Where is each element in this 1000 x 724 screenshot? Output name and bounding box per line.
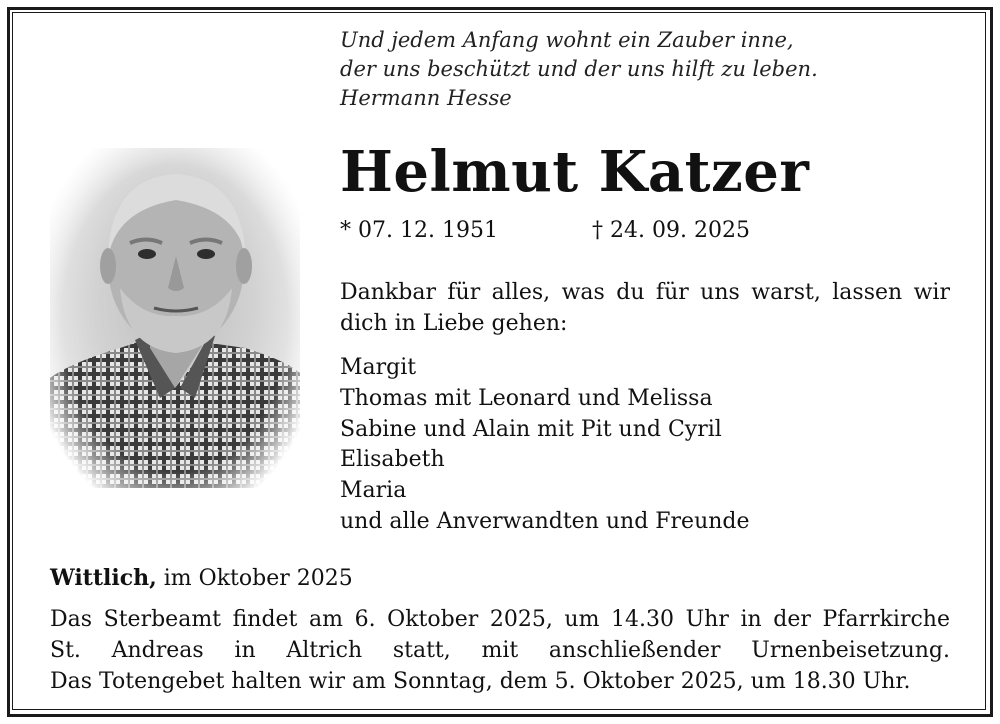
funeral-line: Das Totengebet halten wir am Sonntag, dem 5. Oktober 2025, um 18.30 Uhr. [50,669,911,694]
mourner-item: und alle Anverwandten und Freunde [340,508,750,534]
mourner-item: Maria [340,478,407,504]
quote-author: Hermann Hesse [340,86,512,110]
deceased-name: Helmut Katzer [340,139,810,205]
funeral-notice [50,604,950,697]
funeral-line: Das Sterbeamt findet am 6. Oktober 2025, um 14.30 Uhr in der Pfarrkirche [50,607,950,632]
funeral-line: St. Andreas in Altrich statt, mit anschließender Urnenbeisetzung. [50,638,950,663]
place-date-line [50,563,353,594]
mourner-item: Sabine und Alain mit Pit und Cyril [340,416,722,442]
birth-date: * 07. 12. 1951 [340,218,498,243]
mourner-item: Thomas mit Leonard und Melissa [340,385,713,411]
place-date: im Oktober 2025 [156,566,353,591]
life-dates [340,216,750,246]
epigraph-quote [340,26,900,113]
place-city: Wittlich, [50,565,157,591]
quote-line: Und jedem Anfang wohnt ein Zauber inne, [340,28,794,52]
portrait-photo [50,148,300,488]
mourner-item: Elisabeth [340,447,445,473]
mourners-list [340,353,750,538]
mourner-item: Margit [340,355,417,380]
quote-line: der uns beschützt und der uns hilft zu leben. [340,57,818,81]
death-date: † 24. 09. 2025 [592,218,750,243]
gratitude-text: Dankbar für alles, was du für uns warst, lassen wir dich in Liebe gehen: [340,280,950,336]
